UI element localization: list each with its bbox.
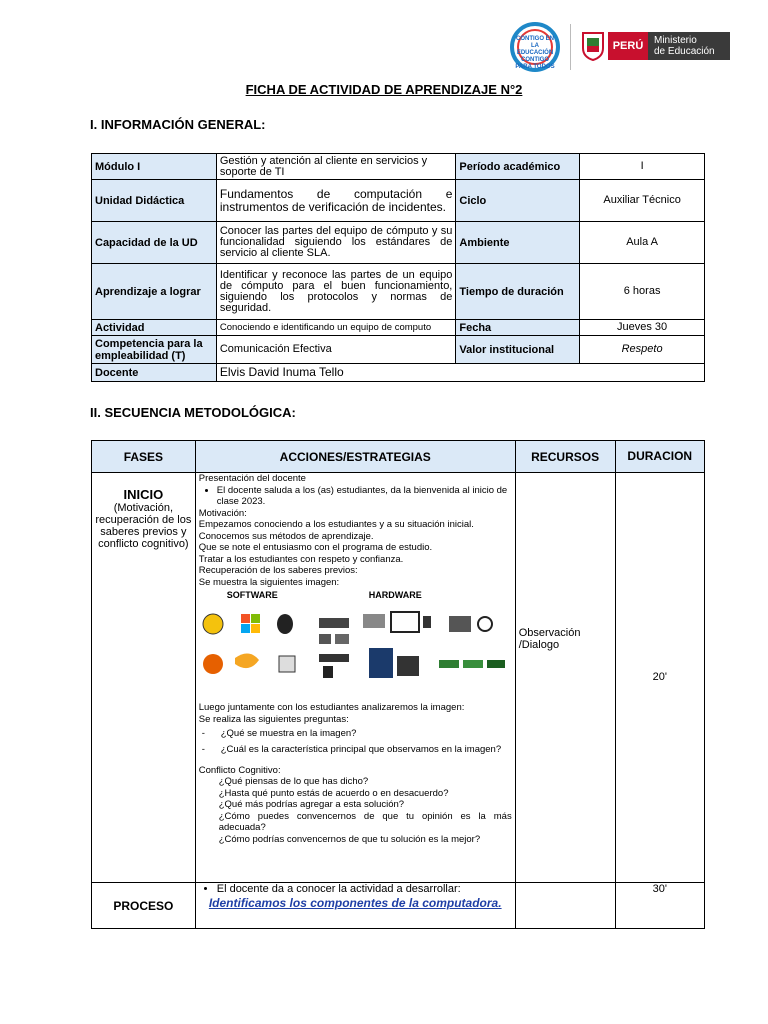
aprendizaje-label: Aprendizaje a lograr [92, 264, 217, 320]
fase-inicio-sub: (Motivación, recuperación de los saberes previos y conflicto cognitivo) [95, 502, 192, 550]
header-duracion: DURACION [615, 441, 705, 473]
accion-presentacion: Presentación del docente [198, 473, 306, 484]
conflicto-5: ¿Cómo podrías convencernos de que tu solución es la mejor? [218, 833, 481, 845]
campaign-logo [510, 22, 560, 72]
accion-muestra-imagen: Se muestra la siguientes imagen: [198, 576, 340, 588]
accion-empezamos: Empezamos conociendo a los estudiantes y a su situación inicial. [198, 519, 474, 530]
competencia-value: Comunicación Efectiva [216, 336, 456, 364]
modulo-label: Módulo I [92, 154, 217, 180]
general-info-table [91, 153, 705, 382]
document-title: FICHA DE ACTIVIDAD DE APRENDIZAJE N°2 [245, 82, 523, 97]
fase-inicio [92, 473, 196, 883]
fase-proceso-name: PROCESO [113, 898, 174, 913]
proceso-accion: • El docente da a conocer la actividad a desarrollar: [217, 883, 512, 896]
ciclo-value: Auxiliar Técnico [580, 180, 705, 222]
accion-saluda: • El docente saluda a los (as) estudiantes, da la bienvenida al inicio de clase 2023. [217, 485, 512, 508]
section-heading-general: I. INFORMACIÓN GENERAL: [90, 117, 266, 132]
secuencia-table [91, 440, 705, 929]
modulo-value: Gestión y atención al cliente en servicios y soporte de TI [216, 154, 456, 180]
competencia-label: Competencia para la empleabilidad (T) [92, 336, 217, 364]
pregunta-2: - ¿Cuál es la característica principal que observamos en la imagen? [199, 743, 512, 757]
fase-proceso [92, 883, 196, 929]
info-row-aprendizaje [92, 264, 705, 320]
valor-value: Respeto [580, 336, 705, 364]
accion-metodos: Conocemos sus métodos de aprendizaje. [198, 530, 374, 542]
ambiente-label: Ambiente [456, 222, 580, 264]
header-acciones: ACCIONES/ESTRATEGIAS [195, 441, 515, 473]
info-row-docente [92, 364, 705, 382]
duracion-inicio: 20' [615, 473, 705, 883]
seq-header-row [92, 441, 705, 473]
recursos-proceso [515, 883, 615, 929]
fecha-value: Jueves 30 [580, 320, 705, 336]
campaign-logo-text: CONTIGO EN LA EDUCACIÓN CONTIGO PARA TODOS [515, 36, 555, 70]
unidad-label: Unidad Didáctica [92, 180, 217, 222]
duracion-proceso: 30' [615, 883, 705, 929]
peru-label: PERÚ [608, 32, 648, 60]
capacidad-label: Capacidad de la UD [92, 222, 217, 264]
acciones-proceso [195, 883, 515, 929]
seq-row-inicio [92, 473, 705, 883]
tiempo-label: Tiempo de duración [456, 264, 580, 320]
actividad-value: Conociendo e identificando un equipo de computo [216, 320, 456, 336]
info-row-actividad [92, 320, 705, 336]
recursos-inicio: Observación /Dialogo [515, 473, 615, 883]
fase-inicio-name: INICIO [123, 487, 164, 502]
ministerio-label [648, 32, 730, 60]
pregunta-1: - ¿Qué se muestra en la imagen? [199, 728, 512, 740]
capacidad-value: Conocer las partes del equipo de cómputo y su funcionalidad siguiendo los estándares de servicio al cliente SLA. [216, 222, 456, 264]
seq-row-proceso [92, 883, 705, 929]
conflicto-3: ¿Qué más podrías agregar a esta solución? [218, 799, 405, 810]
accion-respeto: Tratar a los estudiantes con respeto y confianza. [198, 553, 404, 565]
ministerio-line2: de Educación [654, 46, 715, 57]
actividad-label: Actividad [92, 320, 217, 336]
periodo-label: Período académico [456, 154, 580, 180]
info-row-modulo [92, 154, 705, 180]
fecha-label: Fecha [456, 320, 580, 336]
valor-label: Valor institucional [456, 336, 580, 364]
ministerio-line1: Ministerio [654, 35, 697, 46]
section-heading-secuencia: II. SECUENCIA METODOLÓGICA: [90, 405, 296, 420]
logo-divider [570, 24, 571, 70]
image-software-label: SOFTWARE [226, 590, 278, 600]
info-row-unidad [92, 180, 705, 222]
proceso-actividad-titulo: Identificamos los componentes de la computadora. [208, 896, 502, 910]
ciclo-label: Ciclo [456, 180, 580, 222]
computer-components-icon [199, 602, 509, 696]
proceso-bullet-list [199, 883, 512, 896]
header-recursos: RECURSOS [515, 441, 615, 473]
docente-value: Elvis David Inuma Tello [216, 364, 704, 382]
aprendizaje-value: Identificar y reconoce las partes de un equipo de cómputo para el buen funcionamiento, siguiendo los protocolos y normas de seguridad. [216, 264, 456, 320]
accion-preguntas: Se realiza las siguientes preguntas: [198, 713, 349, 725]
conflicto-2: ¿Hasta qué punto estás de acuerdo o en desacuerdo? [218, 787, 449, 799]
info-row-capacidad [92, 222, 705, 264]
accion-motivacion: Motivación: [198, 507, 247, 519]
accion-bullet-list [199, 485, 512, 508]
conflicto-1: ¿Qué piensas de lo que has dicho? [218, 776, 369, 787]
accion-luego: Luego juntamente con los estudiantes analizaremos la imagen: [198, 702, 465, 713]
docente-label: Docente [92, 364, 217, 382]
header-fases: FASES [92, 441, 196, 473]
unidad-value: Fundamentos de computación e instrumentos de verificación de incidentes. [216, 180, 456, 222]
peru-shield-icon [580, 30, 606, 62]
acciones-inicio [195, 473, 515, 883]
image-hardware-label: HARDWARE [368, 590, 422, 600]
software-hardware-image [199, 590, 509, 698]
accion-recuperacion: Recuperación de los saberes previos: [198, 565, 358, 576]
conflicto-4: ¿Cómo puedes convencernos de que tu opinión es la más adecuada? [218, 810, 512, 833]
accion-entusiasmo: Que se note el entusiasmo con el programa de estudio. [198, 542, 433, 553]
info-row-competencia [92, 336, 705, 364]
tiempo-value: 6 horas [580, 264, 705, 320]
conflicto-titulo: Conflicto Cognitivo: [198, 764, 281, 776]
ambiente-value: Aula A [580, 222, 705, 264]
periodo-value: I [580, 154, 705, 180]
